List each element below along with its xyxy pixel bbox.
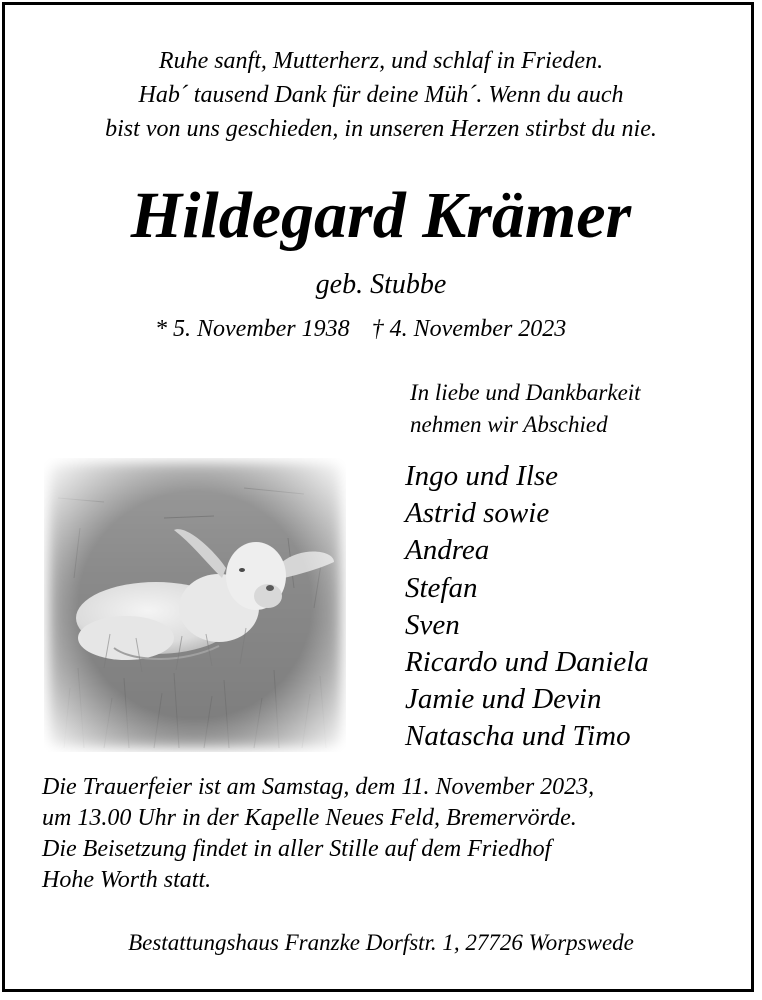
funeral-home: Bestattungshaus Franzke Dorfstr. 1, 27726 Worpswede <box>128 930 634 955</box>
mourner-name: Ingo und Ilse <box>405 460 559 492</box>
farewell-text <box>410 377 641 441</box>
service-line-1: Die Trauerfeier ist am Samstag, dem 11. November 2023, <box>42 774 595 800</box>
mourner-name: Astrid sowie <box>405 497 550 530</box>
mourner-list <box>405 458 649 756</box>
deceased-name: Hildegard Krämer <box>130 179 632 252</box>
service-line-4: Hohe Worth statt. <box>42 867 212 893</box>
mourner-name: Sven <box>405 608 460 641</box>
mourner-name: Stefan <box>405 571 478 604</box>
maiden-name: geb. Stubbe <box>315 269 447 300</box>
lamb-photo <box>44 458 346 752</box>
verse-line-1: Ruhe sanft, Mutterherz, und schlaf in Frieden. <box>158 48 604 74</box>
service-line-2: um 13.00 Uhr in der Kapelle Neues Feld, Bremervörde. <box>42 805 577 831</box>
mourner-name: Jamie und Devin <box>405 683 602 716</box>
birth-date: * 5. November 1938 <box>155 316 350 342</box>
verse-line-2: Hab´ tausend Dank für deine Müh´. Wenn du auch <box>138 82 624 108</box>
memorial-verse <box>0 44 762 146</box>
service-details <box>42 772 594 896</box>
mourner-name: Natascha und Timo <box>405 720 631 753</box>
farewell-line-1: In liebe und Dankbarkeit <box>410 380 641 405</box>
farewell-line-2: nehmen wir Abschied <box>410 412 608 437</box>
death-date: † 4. November 2023 <box>371 316 567 342</box>
mourner-name: Andrea <box>405 534 490 567</box>
life-dates <box>155 313 566 345</box>
verse-line-3: bist von uns geschieden, in unseren Herzen stirbst du nie. <box>105 116 657 142</box>
service-line-3: Die Beisetzung findet in aller Stille auf dem Friedhof <box>42 836 552 862</box>
mourner-name: Ricardo und Daniela <box>405 646 649 679</box>
